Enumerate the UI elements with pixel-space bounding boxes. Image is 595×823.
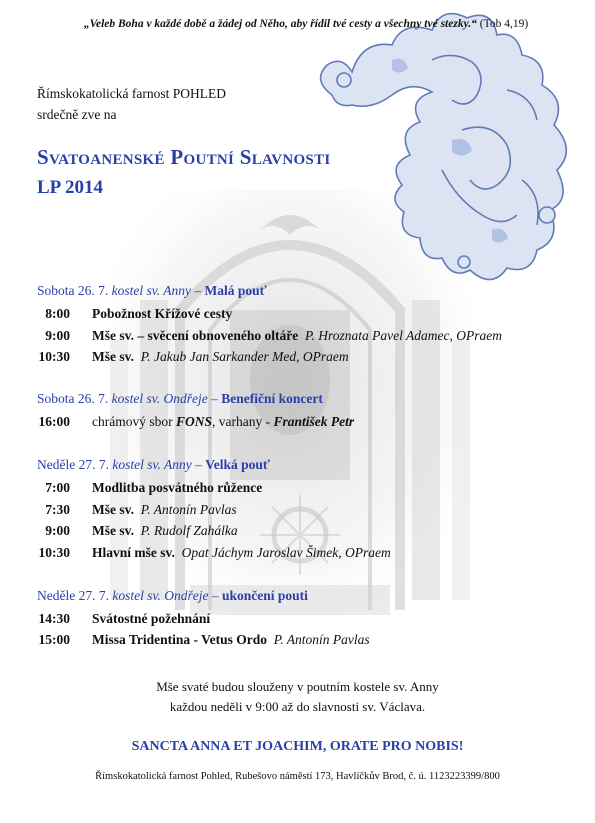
row-priest: P. Rudolf Zahálka — [140, 523, 238, 538]
section-heading — [37, 283, 267, 299]
section-day: Sobota 26. 7. — [37, 283, 109, 298]
row-main: Svátostné požehnání — [92, 611, 211, 626]
section-event: ukončení pouti — [221, 588, 308, 603]
row-main: Mše sv. — [92, 523, 134, 538]
row-time: 14:30 — [38, 611, 70, 626]
schedule-row — [0, 349, 595, 369]
schedule-row — [0, 632, 595, 652]
schedule-row — [0, 414, 595, 434]
row-time: 9:00 — [45, 523, 70, 538]
intro — [37, 83, 226, 125]
row-main: Pobožnost Křížové cesty — [92, 306, 233, 321]
section-day: Sobota 26. 7. — [37, 391, 109, 406]
section-dash: – — [191, 283, 205, 298]
row-time: 7:30 — [45, 502, 70, 517]
row-priest: P. Antonín Pavlas — [273, 632, 370, 647]
section-dash: – — [208, 588, 222, 603]
row-main: Mše sv. — [92, 349, 134, 364]
schedule-row — [0, 480, 595, 500]
notice-line-2: každou neděli v 9:00 až do slavnosti sv. Václava. — [169, 699, 426, 714]
schedule-row — [0, 328, 595, 348]
section-day: Neděle 27. 7. — [37, 588, 109, 603]
quote-text: „Veleb Boha v každé době a žádej od Něho, aby řídil tvé cesty a všechny tvé stezky.“ — [83, 18, 477, 30]
row-time: 10:30 — [38, 349, 70, 364]
schedule-row — [0, 502, 595, 522]
section-heading — [37, 588, 308, 604]
motto: SANCTA ANNA ET JOACHIM, ORATE PRO NOBIS! — [131, 739, 464, 754]
section-dash: – — [207, 391, 222, 406]
row-priest: P. Hroznata Pavel Adamec, OPraem — [304, 328, 502, 343]
row-time: 10:30 — [38, 545, 70, 560]
row-main: Mše sv. — [92, 502, 134, 517]
row-priest: P. Antonín Pavlas — [140, 502, 237, 517]
row-main: Mše sv. – svěcení obnoveného oltáře — [92, 328, 299, 343]
section-place: kostel sv. Ondřeje — [111, 391, 208, 406]
row-choir: FONS — [175, 414, 212, 429]
quote-reference: (Tob 4,19) — [479, 18, 529, 30]
section-heading — [37, 391, 323, 407]
row-time: 9:00 — [45, 328, 70, 343]
invite-line: srdečně zve na — [37, 107, 117, 122]
row-mid: , varhany - — [212, 414, 274, 429]
section-heading — [37, 457, 270, 473]
section-day: Neděle 27. 7. — [37, 457, 109, 472]
section-place: kostel sv. Anny — [112, 457, 192, 472]
schedule-row — [0, 306, 595, 326]
section-dash: – — [191, 457, 206, 472]
section-event: Velká pouť — [205, 457, 270, 472]
event-year: LP 2014 — [37, 177, 103, 198]
section-place: kostel sv. Ondřeje — [112, 588, 209, 603]
section-place: kostel sv. Anny — [111, 283, 191, 298]
row-priest: Opat Jáchym Jaroslav Šimek, OPraem — [181, 545, 391, 560]
baroque-ornament-image — [292, 0, 592, 300]
mass-notice — [0, 677, 595, 717]
section-event: Malá pouť — [204, 283, 267, 298]
row-main: Hlavní mše sv. — [92, 545, 175, 560]
parish-name: Římskokatolická farnost POHLED — [37, 86, 226, 101]
event-title: Svatoanenské Poutní Slavnosti — [37, 145, 331, 169]
schedule-row — [0, 545, 595, 565]
row-time: 8:00 — [45, 306, 70, 321]
row-time: 15:00 — [38, 632, 70, 647]
row-main: Missa Tridentina - Vetus Ordo — [92, 632, 268, 647]
row-organist: František Petr — [273, 414, 355, 429]
row-time: 7:00 — [45, 480, 70, 495]
row-time: 16:00 — [38, 414, 70, 429]
notice-line-1: Mše svaté budou slouženy v poutním kostele sv. Anny — [156, 679, 439, 694]
schedule-row — [0, 611, 595, 631]
bible-quote — [36, 18, 576, 30]
row-pre: chrámový sbor — [92, 414, 176, 429]
section-event: Benefiční koncert — [221, 391, 323, 406]
row-priest: P. Jakub Jan Sarkander Med, OPraem — [140, 349, 349, 364]
footer-contact: Římskokatolická farnost Pohled, Rubešovo náměstí 173, Havlíčkův Brod, č. ú. 1123223399/800 — [95, 771, 500, 782]
schedule-row — [0, 523, 595, 543]
row-main: Modlitba posvátného růžence — [92, 480, 263, 495]
